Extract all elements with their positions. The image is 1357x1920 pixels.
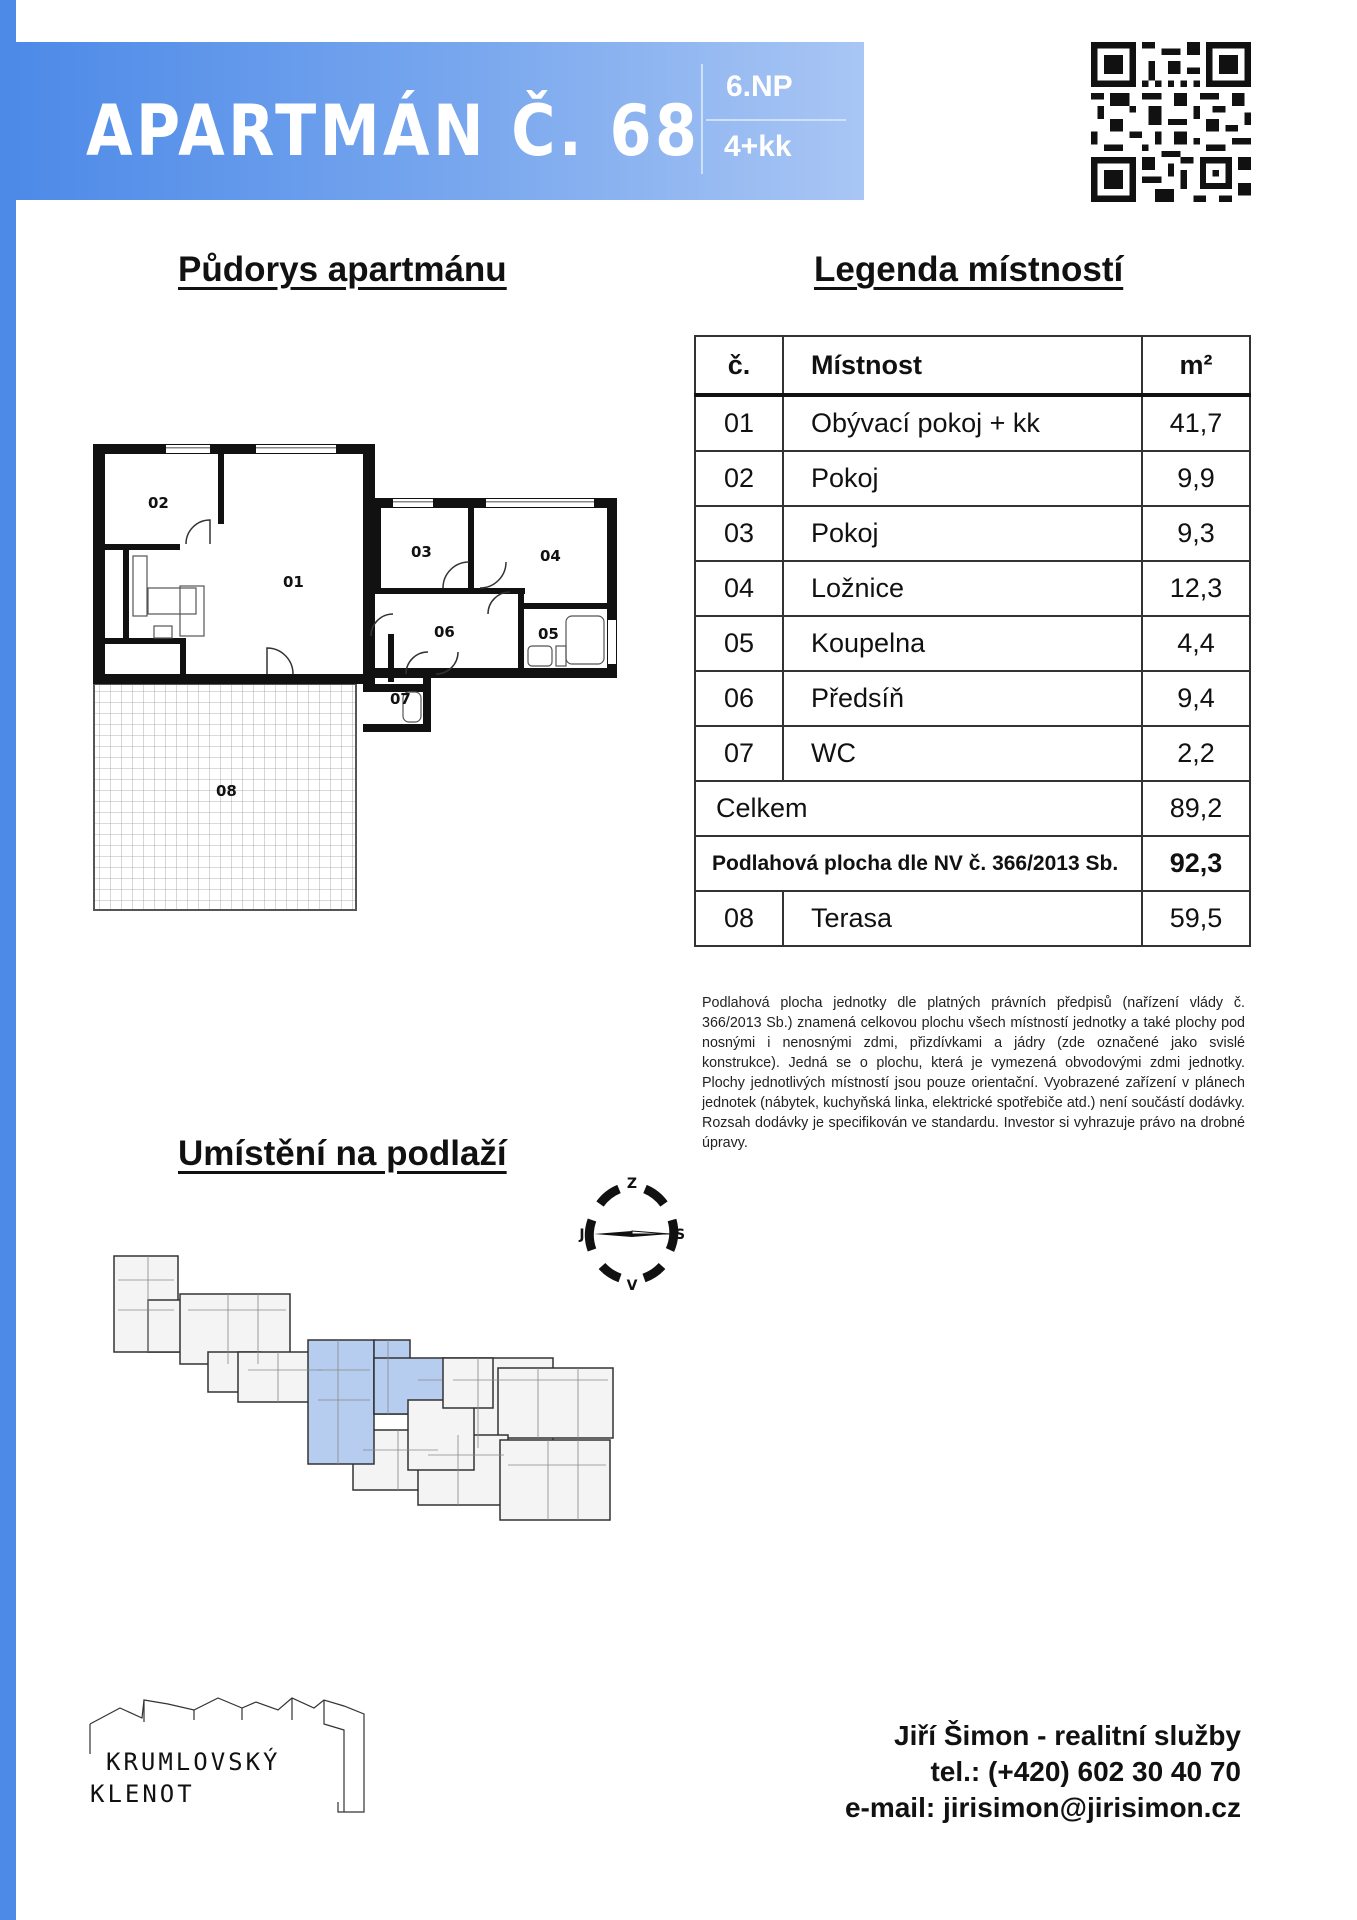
location-heading: Umístění na podlaží xyxy=(178,1134,507,1173)
apartment-title: APARTMÁN Č. 68 xyxy=(86,90,701,172)
terrace-row xyxy=(695,891,1250,946)
room-legend-table xyxy=(694,335,1251,947)
room-number: 06 xyxy=(695,671,783,726)
legend-heading: Legenda místností xyxy=(814,250,1124,289)
table-row xyxy=(695,395,1250,451)
floor-area-note: Podlahová plocha jednotky dle platných právních předpisů (nařízení vlády č. 366/2013 Sb.) znamená celkovou plochu všech místností jednotky a také plochy pod nosnými i nenosnými zdmi, přizdívkami a jádry (zde označené jako svislé konstrukce). Jedná se o plochu, která je vymezená obvodovými zdmi jednotky. Plochy jednotlivých místností jsou pouze orientační. Vyobrazené zařízení v plánech jednotek (nábytek, kuchyňská linka, elektrické spotřebiče atd.) není součástí dodávky. Rozsah dodávky je specifikován ve standardu. Investor si vyhrazuje právo na drobné úpravy. xyxy=(702,995,1245,1151)
compass-west: J xyxy=(579,1227,585,1243)
column-header-area: m² xyxy=(1142,336,1250,395)
table-row xyxy=(695,726,1250,781)
floorplan-room-01: 01 xyxy=(283,573,304,591)
room-area: 4,4 xyxy=(1142,616,1250,671)
floorplan-room-03: 03 xyxy=(411,543,432,561)
apartment-floorplan xyxy=(88,438,634,916)
room-name: WC xyxy=(783,726,1142,781)
floorplan-room-05: 05 xyxy=(538,625,559,643)
room-area: 12,3 xyxy=(1142,561,1250,616)
floorplan-room-04: 04 xyxy=(540,547,561,565)
compass-south: V xyxy=(626,1278,638,1294)
room-area: 59,5 xyxy=(1142,891,1250,946)
table-row xyxy=(695,671,1250,726)
column-header-number: č. xyxy=(695,336,783,395)
table-row xyxy=(695,561,1250,616)
room-number: 08 xyxy=(695,891,783,946)
table-header-row xyxy=(695,336,1250,395)
logo-icon xyxy=(86,1694,366,1816)
table-row xyxy=(695,451,1250,506)
floor-location-plan xyxy=(108,1250,643,1530)
room-number: 07 xyxy=(695,726,783,781)
logo-line1: KRUMLOVSKÝ xyxy=(106,1748,281,1776)
total-area: 89,2 xyxy=(1142,781,1250,836)
room-number: 05 xyxy=(695,616,783,671)
total-row xyxy=(695,781,1250,836)
compass-east: S xyxy=(674,1227,686,1243)
floor-area-row xyxy=(695,836,1250,891)
total-label: Celkem xyxy=(695,781,1142,836)
room-number: 03 xyxy=(695,506,783,561)
room-name: Předsíň xyxy=(783,671,1142,726)
room-name: Pokoj xyxy=(783,506,1142,561)
floorplan-room-02: 02 xyxy=(148,494,169,512)
room-number: 01 xyxy=(695,395,783,451)
room-name: Koupelna xyxy=(783,616,1142,671)
room-area: 41,7 xyxy=(1142,395,1250,451)
room-area: 2,2 xyxy=(1142,726,1250,781)
room-area: 9,9 xyxy=(1142,451,1250,506)
floorplan-room-06: 06 xyxy=(434,623,455,641)
floor-area-value: 92,3 xyxy=(1142,836,1250,891)
table-row xyxy=(695,506,1250,561)
contact-name: Jiří Šimon - realitní služby xyxy=(894,1720,1241,1751)
room-number: 04 xyxy=(695,561,783,616)
layout-type-label: 4+kk xyxy=(724,130,792,163)
room-area: 9,3 xyxy=(1142,506,1250,561)
floorplan-room-08: 08 xyxy=(216,782,237,800)
contact-phone[interactable]: tel.: (+420) 602 30 40 70 xyxy=(930,1756,1241,1787)
room-name: Ložnice xyxy=(783,561,1142,616)
floorplan-heading: Půdorys apartmánu xyxy=(178,250,507,289)
left-accent-bar xyxy=(0,0,16,1920)
banner-separator xyxy=(701,64,703,174)
room-name: Terasa xyxy=(783,891,1142,946)
header-banner xyxy=(16,42,864,200)
table-row xyxy=(695,616,1250,671)
room-name: Obývací pokoj + kk xyxy=(783,395,1142,451)
room-area: 9,4 xyxy=(1142,671,1250,726)
contact-email[interactable]: e-mail: jirisimon@jirisimon.cz xyxy=(844,1792,1241,1823)
floor-label: 6.NP xyxy=(726,70,793,103)
column-header-room: Místnost xyxy=(783,336,1142,395)
room-number: 02 xyxy=(695,451,783,506)
banner-divider xyxy=(706,119,846,121)
compass-north: Z xyxy=(626,1176,638,1192)
qr-code-icon[interactable] xyxy=(1090,42,1252,202)
room-name: Pokoj xyxy=(783,451,1142,506)
floorplan-room-07: 07 xyxy=(390,690,411,708)
logo-line2: KLENOT xyxy=(90,1780,195,1808)
contact-block xyxy=(845,1718,1241,1826)
floor-area-label: Podlahová plocha dle NV č. 366/2013 Sb. xyxy=(695,836,1142,891)
